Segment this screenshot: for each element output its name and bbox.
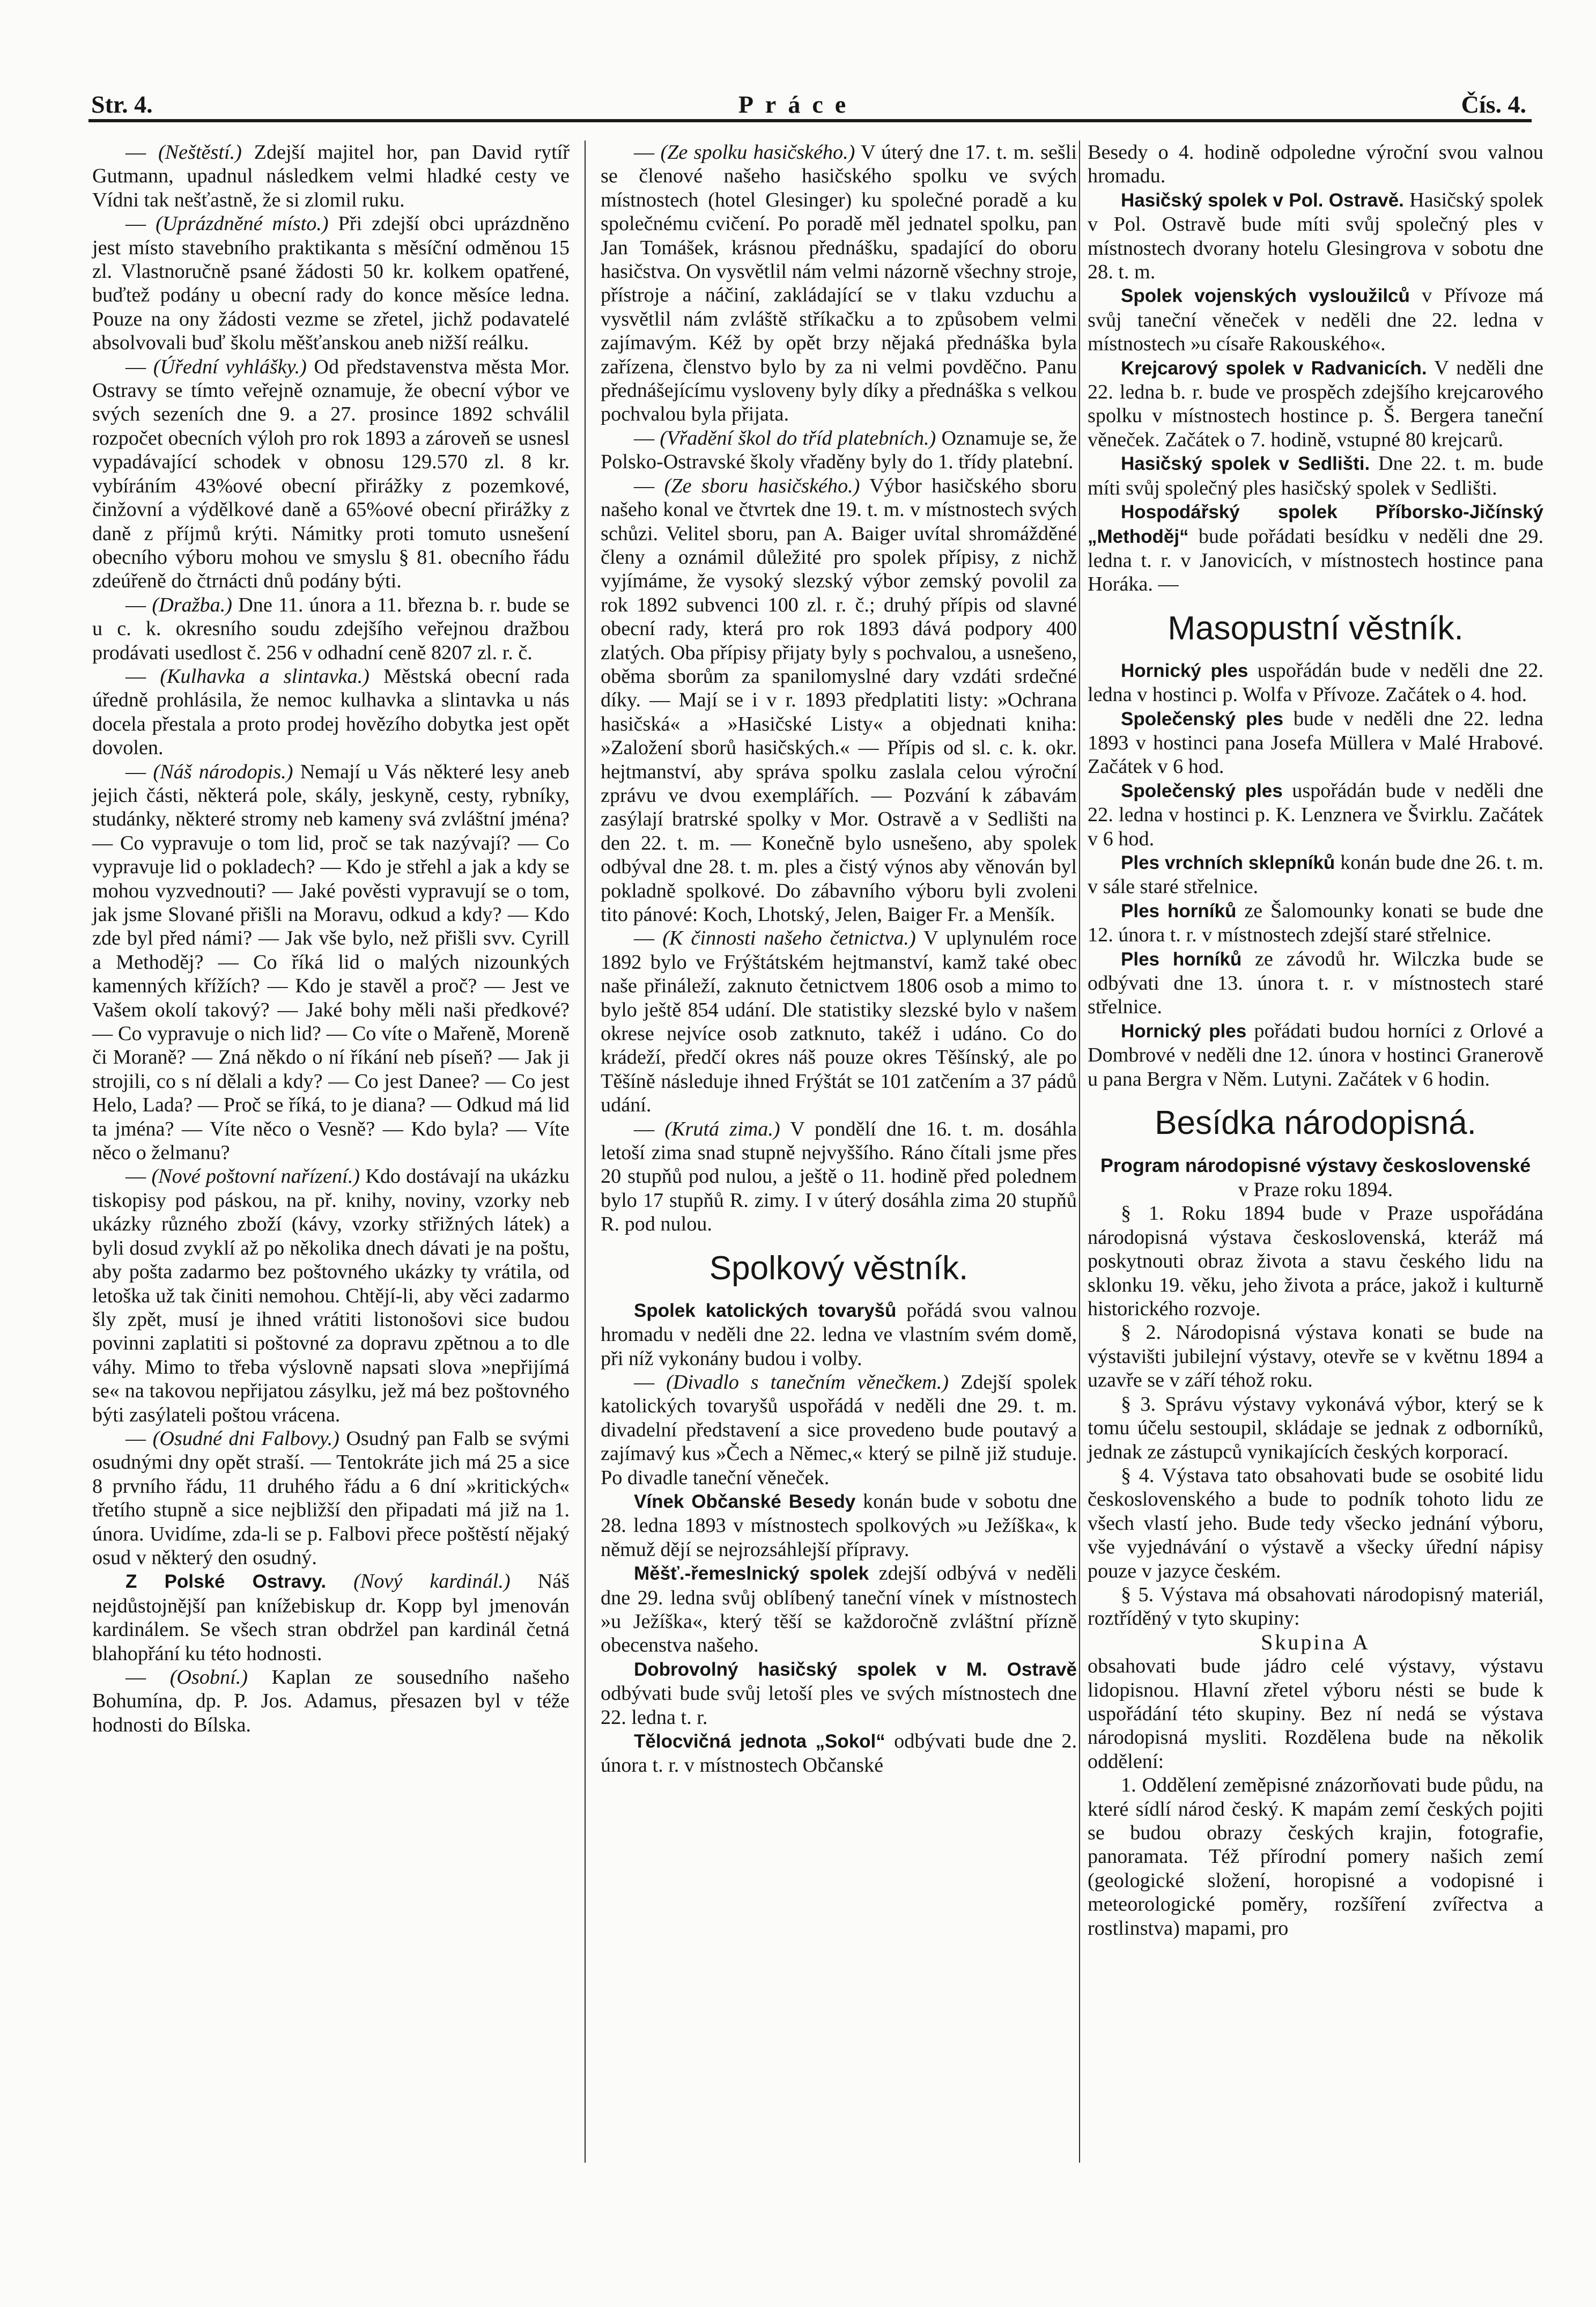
- dash-lead: —: [634, 1117, 665, 1140]
- article-paragraph: [601, 426, 1077, 474]
- article-paragraph: [601, 1299, 1077, 1370]
- bold-lead: Ples horníků: [1121, 948, 1242, 970]
- article-paragraph: [1088, 356, 1543, 452]
- dash-lead: —: [125, 665, 160, 688]
- bold-lead: Dobrovolný hasičský spolek v M. Ostravě: [634, 1659, 1077, 1680]
- paragraph-text: uspořádán bude v neděli dne 22. ledna v hostinci p. Wolfa v Přívoze. Začátek o 4. hod.: [1088, 659, 1543, 706]
- paragraph-text: pořádá svou valnou hromadu v neděli dne 22. ledna ve vlastním svém domě, při níž vykonány budou i volby.: [601, 1299, 1077, 1370]
- article-paragraph: [1088, 659, 1543, 707]
- dash-lead: —: [125, 1427, 153, 1450]
- rubric-title: (Osobní.): [169, 1666, 248, 1689]
- article-paragraph: [1088, 452, 1543, 500]
- paragraph-text: 1. Oddělení zeměpisné znázorňovati bude půdu, na které sídlí národ český. K mapám zemí českých pojiti se budou obrazy českých krajin, fotografie, panoramata. Též přírodní pomery našich zemí (geologické složení, horopisné a vodopisné i meteorologické poměry, rozšíření zvířectva a rostlinstva) mapami, pro: [1088, 1774, 1543, 1940]
- bold-lead: Ples vrchních sklepníků: [1121, 852, 1335, 873]
- rubric-title: (Náš národopis.): [153, 760, 293, 783]
- paragraph-text: § 2. Národopisná výstava konati se bude na výstavišti jubilejní výstavy, otevře se v květnu 1894 a uzavře se v září téhož roku.: [1088, 1321, 1543, 1392]
- article-paragraph: [601, 1561, 1077, 1657]
- paragraph-text: Městská obecní rada úředně prohlásila, že nemoc kulhavka a slintavka u nás docela přestala a proto prodej hovězího dobytka jest opět dovolen.: [92, 665, 570, 760]
- article-paragraph: [601, 1370, 1077, 1490]
- paragraph-text: pořádati budou horníci z Orlové a Dombrové v neděli dne 12. února v hostinci Granerově u pana Bergra v Něm. Lutyni. Začátek v 6 hodin.: [1088, 1019, 1543, 1090]
- rubric-title: (Úřední vyhlášky.): [153, 355, 307, 378]
- paragraph-text: V úterý dne 17. t. m. sešli se členové našeho hasičského spolku ve svých místnostech (hotel Glesinger) ku společné poradě a ku společnému cvičení. Po poradě měl jednatel spolku, pan Jan Tomášek, krásnou přednášku, spadající do oboru hasičstva. On vysvětlil nám velmi názorně všechny stroje, přístroje a náčiní, zakládající se v tlaku vzduchu a vysvětlil nám zvláště stříkačku a to způsobem velmi zajímavým. Kéž by opět brzy nějaká přednáška byla zařízena, členstvo bylo by za ni velmi povděčno. Panu přednášejícímu vysloveny byly díky a přednáška s velkou pochvalou byla přijata.: [601, 141, 1077, 426]
- paragraph-text: Od představenstva města Mor. Ostravy se tímto veřejně oznamuje, že obecní výbor ve svých sezeních dne 9. a 27. prosince 1892 schválil rozpočet obecních výloh pro rok 1893 a zároveň se usnesl vypadávající schodek v obnosu 129.570 zl. 8 kr. vybíráním 43%ové obecní přirážky z pozemkové, činžovní a výdělkové daně a 65%ové obecní přirážky z daně z příjmů krýti. Námitky proti tomuto usnešení obecního výboru mohou ve smyslu § 81. obecního řádu zdeúřeně do čtrnácti dnů podány býti.: [92, 355, 570, 593]
- paragraph-text: Besedy o 4. hodině odpoledne výroční svou valnou hromadu.: [1088, 141, 1543, 188]
- column-divider: [585, 141, 586, 2163]
- article-paragraph: [92, 1569, 570, 1665]
- dash-lead: —: [634, 1370, 667, 1394]
- masthead-title: Práce: [738, 91, 858, 118]
- rubric-title: (Vřadění škol do tříd platebních.): [660, 426, 936, 449]
- paragraph-text: ze závodů hr. Wilczka bude se odbývati dne 13. února t. r. v místnostech staré střelnice.: [1088, 947, 1543, 1019]
- paragraph-text: Osudný pan Falb se svými osudnými dny opět straší. — Tentokráte jich má 25 a sice 8 prvního řádu, 11 druhého řádu a 6 dní »kritických« třetího stupně a sice nejbližší den připadati má již na 1. února. Uvidíme, zda-li se p. Falbovi přece poštěstí nějaký osud v některý den osudný.: [92, 1427, 570, 1569]
- bold-lead: Společenský ples: [1121, 780, 1283, 801]
- bold-lead: Hasičský spolek v Sedlišti.: [1121, 453, 1370, 475]
- bold-lead: Spolek vojenských vysloužilců: [1121, 285, 1410, 307]
- rubric-title: (Kulhavka a slintavka.): [160, 665, 370, 688]
- paragraph-text: Dne 11. února a 11. března b. r. bude se u c. k. okresního soudu zdejšího veřejnou dražbou prodávati usedlost č. 256 v odhadní ceně 8207 zl. r. č.: [92, 593, 570, 664]
- dash-lead: —: [634, 141, 661, 164]
- paragraph-text: zdejší odbývá v neděli dne 29. ledna svůj oblíbený taneční vínek v místnostech »u Ježíška«, který těší se každoročně zvláštní přízně obecenstva našeho.: [601, 1562, 1077, 1657]
- dash-lead: —: [125, 212, 156, 235]
- paragraph-text: V pondělí dne 16. t. m. dosáhla letoší zima snad stupně nejvyššího. Ráno čítali jsme přes 20 stupňů pod nulou, a ještě o 11. hodině před polednem bylo 17 stupňů R. zimy. I v úterý dosáhla zima 20 stupňů R. pod nulou.: [601, 1117, 1077, 1236]
- section-heading: Besídka národopisná.: [1155, 1104, 1476, 1142]
- paragraph-text: konán bude dne 26. t. m. v sále staré střelnice.: [1088, 851, 1543, 898]
- paragraph-text: odbývati bude svůj letoší ples ve svých místnostech dne 22. ledna t. r.: [601, 1682, 1077, 1729]
- group-heading: Skupina A: [1261, 1630, 1370, 1654]
- article-paragraph: [601, 1729, 1077, 1778]
- bold-lead: Hasičský spolek v Pol. Ostravě.: [1121, 189, 1404, 211]
- paragraph-text: Náš nejdůstojnější pan knížebiskup dr. Kopp byl jmenován kardinálem. Se všech stran obdržel pan kardinál četná blahopřání ku této hodnosti.: [92, 1570, 570, 1665]
- bold-lead: Hornický ples: [1121, 1020, 1247, 1042]
- article-paragraph: [1088, 188, 1543, 284]
- rubric-title: (Neštěstí.): [158, 141, 242, 164]
- paragraph-text: bude pořádati besídku v neděli dne 29. ledna t. r. v Janovicích, v místnostech hostince pana Horáka. —: [1088, 525, 1543, 596]
- article-paragraph: [1088, 1019, 1543, 1091]
- bold-lead: Tělocvičná jednota „Sokol“: [634, 1731, 885, 1752]
- page-number: Str. 4.: [91, 91, 153, 118]
- article-paragraph: [1088, 779, 1543, 851]
- rubric-title: (Divadlo s tanečním věnečkem.): [666, 1370, 949, 1394]
- column-1: [92, 141, 570, 1737]
- article-paragraph: [1088, 1773, 1543, 1940]
- paragraph-text: uspořádán bude v neděli dne 22. ledna v hostinci p. K. Lenznera ve Švirklu. Začátek v 6 hod.: [1088, 779, 1543, 850]
- section-heading: Spolkový věstník.: [709, 1249, 969, 1287]
- bold-lead: Krejcarový spolek v Radvanicích.: [1121, 357, 1427, 379]
- article-paragraph: [1088, 500, 1543, 596]
- article-paragraph: [92, 1164, 570, 1426]
- article-paragraph: [92, 1427, 570, 1569]
- bold-lead: Z Polské Ostravy.: [125, 1571, 327, 1593]
- paragraph-text: v Přívoze má svůj taneční věneček v neděli dne 22. ledna v místnostech »u císaře Rakouského«.: [1088, 284, 1543, 356]
- rubric-title: (Nový kardinál.): [326, 1570, 511, 1593]
- dash-lead: —: [125, 760, 153, 783]
- article-paragraph: [1088, 947, 1543, 1019]
- article-paragraph: [92, 355, 570, 593]
- article-paragraph: [1088, 899, 1543, 947]
- dash-lead: —: [634, 426, 660, 449]
- paragraph-text: Zdejší majitel hor, pan David rytíř Gutmann, upadnul následkem velmi hladké cesty ve Vídni tak nešťastně, že si zlomil ruku.: [92, 141, 570, 211]
- article-paragraph: [1088, 1321, 1543, 1392]
- paragraph-text: § 3. Správu výstavy vykonává výbor, který se k tomu účelu sestoupil, skládaje se jednak z odborníků, jednak ze zástupců vynikajících českých korporací.: [1088, 1392, 1543, 1463]
- article-paragraph: [601, 141, 1077, 426]
- paragraph-text: Zdejší spolek katolických tovaryšů uspořádá v neděli dne 29. t. m. divadelní představení a sice provedeno bude poutavý a zajímavý kus »Čech a Němec,« který se pilně již studuje. Po divadle taneční věneček.: [601, 1370, 1077, 1489]
- rubric-title: (Dražba.): [152, 593, 232, 616]
- program-subheading: v Praze roku 1894.: [1238, 1178, 1393, 1202]
- paragraph-text: Oznamuje se, že Polsko-Ostravské školy vřaděny byly do 1. třídy platební.: [601, 426, 1077, 474]
- article-paragraph: [601, 1657, 1077, 1729]
- article-paragraph: [92, 1665, 570, 1737]
- article-paragraph: [92, 665, 570, 760]
- bold-lead: Hornický ples: [1121, 660, 1248, 681]
- article-paragraph: [92, 760, 570, 1165]
- paragraph-text: Kaplan ze sousedního našeho Bohumína, dp. P. Jos. Adamus, přesazen byl v téže hodnosti do Bílska.: [92, 1666, 570, 1736]
- bold-lead: Spolek katolických tovaryšů: [634, 1300, 897, 1321]
- article-paragraph: [92, 212, 570, 355]
- dash-lead: —: [634, 474, 664, 497]
- article-paragraph: [1088, 707, 1543, 779]
- article-paragraph: [1088, 141, 1543, 188]
- bold-lead: Společenský ples: [1121, 708, 1284, 729]
- article-paragraph: [1088, 1392, 1543, 1464]
- bold-lead: Měšť.-řemeslnický spolek: [634, 1563, 869, 1584]
- paragraph-text: Kdo dostávají na ukázku tiskopisy pod páskou, na př. knihy, noviny, vzorky neb ukázky různého zboží (kávy, vzorky střižných látek) a byli dosud zvyklí až po několika dnech dávati je na poštu, aby pošta zadarmo bez poštovného ukázky ty vrátila, od letoška už tak činiti nemohou. Chtějí-li, aby věci zadarmo šly zpět, musí je ihned vrátiti listonošovi sice budou povinni zaplatiti si poštovné za dopravu zpětnou a to dle váhy. Mimo to třeba výslovně napsati slova »nepřijímá se« na takovou nepřijatou zásylku, jež má bez poštovného býti zasýlateli poštou vrácena.: [92, 1165, 570, 1426]
- column-divider: [1079, 141, 1080, 2163]
- article-paragraph: [1088, 851, 1543, 899]
- paragraph-text: Při zdejší obci uprázdněno jest místo stavebního praktikanta s měsíční odměnou 15 zl. Vlastnoručně psané žádosti 50 kr. kolkem opatřené, buďtež podány u obecní rady do konce měsíce ledna. Pouze na ony žádosti vezme se zřetel, jichž podavatelé absolvovali buď školu měšťanskou aneb nižší reálku.: [92, 212, 570, 355]
- column-3: [1088, 141, 1543, 1940]
- program-heading: Program národopisné výstavy československé: [1100, 1154, 1531, 1177]
- paragraph-text: § 1. Roku 1894 bude v Praze uspořádána národopisná výstava československá, kteráž má poskytnouti obraz života a stavu českého lidu na sklonku 19. věku, jeho života a práce, jakož i kulturně historického rozvoje.: [1088, 1202, 1543, 1321]
- article-paragraph: [1088, 1202, 1543, 1321]
- rubric-title: (Uprázdněné místo.): [156, 212, 329, 235]
- rubric-title: (Ze sboru hasičského.): [664, 474, 860, 497]
- article-paragraph: [1088, 1583, 1543, 1631]
- rubric-title: (K činnosti našeho četnictva.): [662, 927, 916, 950]
- article-paragraph: [1088, 1464, 1543, 1583]
- bold-lead: Ples horníků: [1121, 900, 1237, 922]
- paragraph-text: Výbor hasičského sboru našeho konal ve čtvrtek dne 19. t. m. v místnostech svých schůzi. Velitel sboru, pan A. Baiger uvítal shromážděné členy a oznámil důležité pro spolek přípisy, z nichž vyjímáme, že vysoký slezský výbor zemský povolil za rok 1892 subvenci 100 zl. r. č.; druhý přípis od slavné obecní rady, která pro rok 1893 dává podpory 400 zlatých. Oba přípisy přijaty byly s pochvalou, a usnešeno, oběma sborům za spanilomyslné dary vzdáti srdečné díky. — Mají se i v r. 1893 předplatiti listy: »Ochrana hasičská« a »Hasičské Listy« a objednati kniha: »Založení sborů hasičských.« — Přípis od sl. c. k. okr. hejtmanství, aby správa spolku zaslala celou výroční zprávu ve dvou exemplářích. — Pozvání k zábavám zasýlají bratrské spolky v Mor. Ostravě a v Sedlišti na den 22. t. m. — Konečně bylo usnešeno, aby spolek odbýval dne 28. t. m. ples a čistý výnos aby věnován byl pokladně spolkové. Do zábavního výboru byli zvoleni tito pánové: Koch, Lhotský, Jelen, Baiger Fr. a Menšík.: [601, 474, 1077, 926]
- paragraph-text: § 5. Výstava má obsahovati národopisný materiál, roztříděný v tyto skupiny:: [1088, 1583, 1543, 1630]
- rubric-title: (Osudné dni Falbovy.): [152, 1427, 339, 1450]
- article-paragraph: [92, 141, 570, 212]
- dash-lead: —: [634, 927, 663, 950]
- article-paragraph: [601, 1490, 1077, 1561]
- article-paragraph: [1088, 284, 1543, 356]
- paragraph-text: V uplynulém roce 1892 bylo ve Frýštátském hejtmanství, kamž také obec naše přináleží, zaknuto četnictvem 1806 osob a mimo to bylo ještě 854 udání. Dle statistiky slezské bylo v našem okrese nejvíce osob zatknuto, takéž i udáno. Co do krádeží, předčí okres náš pouze okres Těšínský, ale po Těšíně následuje ihned Frýštát se 101 zatčením a 37 pádů udání.: [601, 927, 1077, 1117]
- dash-lead: —: [125, 593, 152, 616]
- dash-lead: —: [125, 355, 153, 378]
- paragraph-text: bude v neděli dne 22. ledna 1893 v hostinci pana Josefa Müllera v Malé Hrabové. Začátek v 6 hod.: [1088, 707, 1543, 778]
- header-rule: [88, 119, 1532, 122]
- paragraph-text: konán bude v sobotu dne 28. ledna 1893 v místnostech spolkových »u Ježíška«, k němuž dějí se nejrozsáhlejší přípravy.: [601, 1490, 1077, 1561]
- article-paragraph: [601, 474, 1077, 927]
- dash-lead: —: [125, 1666, 170, 1689]
- paragraph-text: odbývati bude dne 2. února t. r. v místnostech Občanské: [601, 1730, 1077, 1777]
- paragraph-text: V neděli dne 22. ledna b. r. bude ve prospěch zdejšího krejcarového spolku v místnostech hostince p. Š. Bergera taneční věneček. Začátek o 7. hodině, vstupné 80 krejcarů.: [1088, 356, 1543, 451]
- article-paragraph: [601, 926, 1077, 1117]
- section-heading: Masopustní věstník.: [1168, 609, 1464, 647]
- paragraph-text: obsahovati bude jádro celé výstavy, výstavu lidopisnou. Hlavní zřetel výboru nésti se bude k uspořádání této skupiny. Bez ní nedá se výstava národopisná mysliti. Rozdělena bude na několik oddělení:: [1088, 1655, 1543, 1773]
- bold-lead: Vínek Občanské Besedy: [634, 1491, 856, 1512]
- dash-lead: —: [125, 141, 158, 164]
- paragraph-text: Hasičský spolek v Pol. Ostravě bude míti svůj společný ples v místnostech dvorany hotelu Glesingrova v sobotu dne 28. t. m.: [1088, 188, 1543, 284]
- paragraph-text: ze Šalomounky konati se bude dne 12. února t. r. v místnostech zdejší staré střelnice.: [1088, 899, 1543, 947]
- bold-lead: Hospodářský spolek Příborsko-Jičínský „Methoděj“: [1088, 502, 1543, 547]
- issue-number: Čís. 4.: [1461, 91, 1526, 118]
- paragraph-text: § 4. Výstava tato obsahovati bude se osobité lidu československého a bude to podník tohoto lidu ze všech vlastí jeho. Bude tedy všecko jednání výboru, vše vyjednávání o výstavě a všecky úřední nápisy pouze v jazyce českém.: [1088, 1464, 1543, 1582]
- column-2: [601, 141, 1077, 1778]
- rubric-title: (Nové poštovní nařízení.): [151, 1165, 360, 1188]
- article-paragraph: [601, 1117, 1077, 1236]
- paragraph-text: Dne 22. t. m. bude míti svůj společný ples hasičský spolek v Sedlišti.: [1088, 452, 1543, 499]
- dash-lead: —: [125, 1165, 152, 1188]
- article-paragraph: [1088, 1654, 1543, 1773]
- article-paragraph: [92, 593, 570, 665]
- rubric-title: (Krutá zima.): [664, 1117, 780, 1140]
- rubric-title: (Ze spolku hasičského.): [660, 141, 855, 164]
- paragraph-text: Nemají u Vás některé lesy aneb jejich části, některá pole, skály, jeskyně, cesty, rybníky, studánky, některé stromy neb kameny svá zvláštní jména? — Co vypravuje o tom lid, proč se tak nazývají? — Co vypravuje lid o pokladech? — Kdo je střehl a jak a kdy se mohou vyzvednouti? — Jaké pověsti vypravují se o tom, jak jsme Slované přišli na Moravu, odkud a kdy? — Kdo zde byl před námi? — Jak vše bylo, než přišli svv. Cyrill a Methoděj? — Co říká lid o malých nizounkých kamenných křížích? — Kdo je stavěl a proč? — Jest ve Vašem okolí takový? — Jaké bohy měli naši předkové? — Co vypravuje o nich lid? — Co víte o Mařeně, Moreně či Moraně? — Zná někdo o ní říkání neb píseň? — Jak ji strojili, co s ní dělali a kdy? — Co jest Danee? — Co jest Helo, Lada? — Proč se říká, to je diana? — Odkud má lid ta jména? — Víte něco o Vesně? — Kdo byla? — Víte něco o želmanu?: [92, 760, 570, 1164]
